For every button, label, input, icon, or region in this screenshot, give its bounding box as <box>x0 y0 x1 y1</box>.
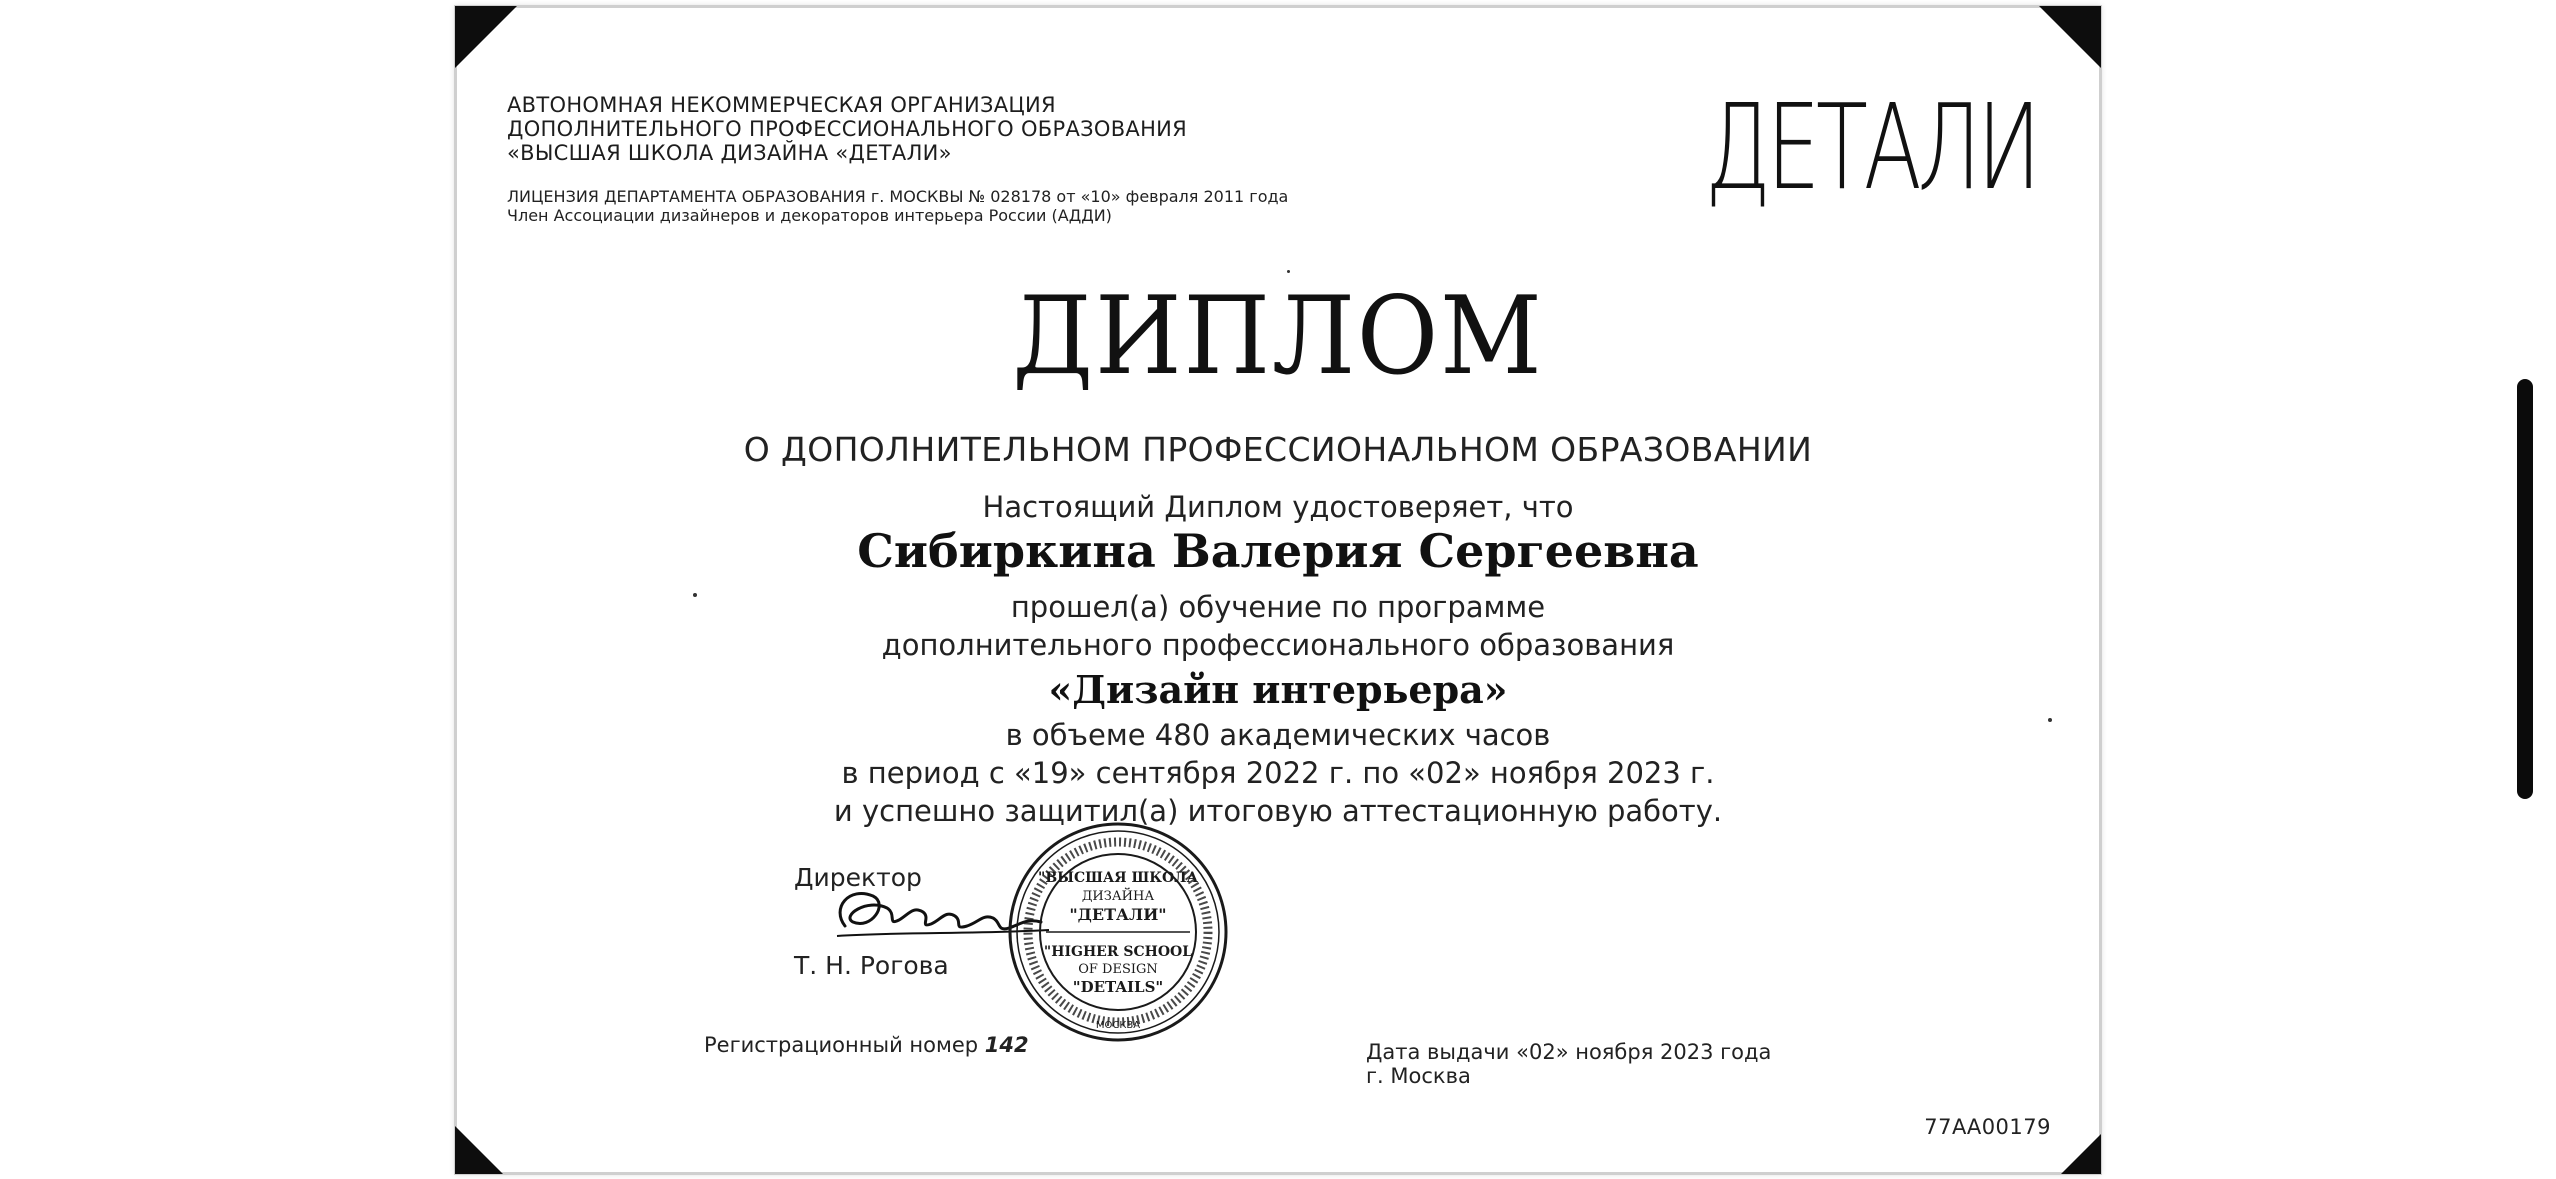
recipient-name: Сибиркина Валерия Сергеевна <box>857 524 1699 578</box>
hours-line: в объеме 480 академических часов <box>1005 718 1551 752</box>
program-name: «Дизайн интерьера» <box>1048 667 1508 712</box>
scan-speck <box>1287 270 1290 273</box>
diploma-page <box>457 8 2099 1172</box>
registration-line <box>704 1033 1029 1057</box>
seal-text-en-1: "HIGHER SCHOOL <box>1043 944 1193 960</box>
issue-city: г. Москва <box>1366 1064 1471 1088</box>
diploma-title: ДИПЛОМ <box>1012 274 1544 399</box>
registration-label: Регистрационный номер <box>704 1033 979 1057</box>
organization-line-1: АВТОНОМНАЯ НЕКОММЕРЧЕСКАЯ ОРГАНИЗАЦИЯ <box>507 93 1056 117</box>
registration-number: 142 <box>984 1033 1029 1057</box>
seal-text-ru-2: ДИЗАЙНА <box>1081 889 1155 904</box>
school-seal <box>1006 820 1230 1044</box>
issue-date: Дата выдачи «02» ноября 2023 года <box>1366 1040 1772 1064</box>
thesis-line: и успешно защитил(а) итоговую аттестационную работу. <box>833 794 1723 828</box>
seal-text-en-3: "DETAILS" <box>1072 978 1164 996</box>
vertical-scrollbar[interactable] <box>2517 379 2533 799</box>
license-line: ЛИЦЕНЗИЯ ДЕПАРТАМЕНТА ОБРАЗОВАНИЯ г. МОСКВЫ № 028178 от «10» февраля 2011 года <box>507 187 1289 206</box>
photo-corner-top-right <box>2031 6 2101 76</box>
scan-speck <box>693 593 697 597</box>
seal-text-ru-1: "ВЫСШАЯ ШКОЛА <box>1038 870 1198 886</box>
school-logo: ДЕТАЛИ <box>1705 78 2037 216</box>
director-label: Директор <box>794 863 922 892</box>
membership-line: Член Ассоциации дизайнеров и декораторов интерьера России (АДДИ) <box>507 206 1112 225</box>
certify-line: Настоящий Диплом удостоверяет, что <box>982 490 1574 524</box>
organization-line-3: «ВЫСШАЯ ШКОЛА ДИЗАЙНА «ДЕТАЛИ» <box>507 141 952 165</box>
program-line-2: дополнительного профессионального образования <box>881 628 1675 662</box>
program-line-1: прошел(а) обучение по программе <box>1010 590 1546 624</box>
photo-corner-top-left <box>455 6 525 76</box>
scan-speck <box>2048 718 2052 722</box>
director-name: Т. Н. Рогова <box>794 951 949 980</box>
diploma-subtitle: О ДОПОЛНИТЕЛЬНОМ ПРОФЕССИОНАЛЬНОМ ОБРАЗОВАНИИ <box>743 430 1813 469</box>
seal-text-ru-3: "ДЕТАЛИ" <box>1069 905 1167 924</box>
seal-text-en-2: OF DESIGN <box>1078 962 1158 977</box>
photo-corner-bottom-left <box>455 1104 525 1174</box>
serial-number: 77АА00179 <box>1924 1115 2051 1139</box>
seal-text-city: МОСКВА <box>1095 1020 1141 1031</box>
organization-line-2: ДОПОЛНИТЕЛЬНОГО ПРОФЕССИОНАЛЬНОГО ОБРАЗОВАНИЯ <box>507 117 1188 141</box>
period-line: в период с «19» сентября 2022 г. по «02» ноября 2023 г. <box>841 756 1715 790</box>
